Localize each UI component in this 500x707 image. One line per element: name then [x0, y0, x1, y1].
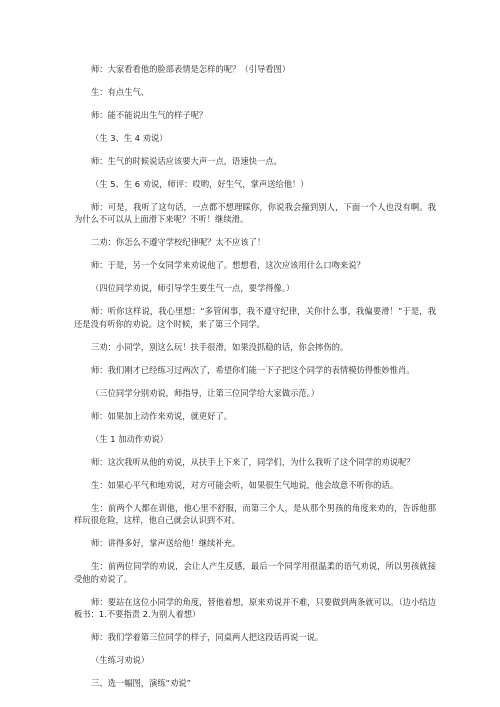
paragraph: （生 3、生 4 劝说） [91, 133, 168, 143]
paragraph: 师：要站在这位小同学的角度，替他着想，原来劝说并不难，只要做到两条就可以。（边小结边板书：1.不要指责 2.为别人着想） [74, 596, 436, 620]
paragraph: 师：可是，我听了这句话，一点都不想理睬你，你说我会撞到别人，下面一个人也没有啊。我为什么不可以从上面滑下来呢？不听！继续滑。 [74, 202, 436, 225]
paragraph: （四位同学劝说，师引导学生要生气一点，要学得像。） [91, 283, 295, 294]
paragraph: 生：前两个人都在训他，他心里不舒服，而第三个人，是从那个男孩的角度来劝的，告诉他那样玩很危险，这样，他自己就会认识到不对。 [74, 502, 436, 526]
paragraph: 师：能不能说出生气的样子呢？ [91, 110, 208, 120]
paragraph: 师：生气的时候说话应该要大声一点，语速快一点。 [91, 156, 282, 166]
paragraph: 师：大家看看他的脸部表情是怎样的呢？（引导看图） [91, 64, 291, 74]
paragraph: 二劝：你怎么不遵守学校纪律呢？太不应该了！ [91, 237, 266, 248]
section-heading: 三、选一幅图，演练“劝说” [91, 678, 191, 689]
paragraph: 师：于是，另一个女同学来劝说他了。想想看，这次应该用什么口吻来说？ [91, 260, 365, 271]
paragraph: 师：如果加上动作来劝说，就更好了。 [91, 410, 233, 421]
paragraph: 师：我们刚才已经练习过两次了，希望你们能一下子把这个同学的表情模仿得惟妙惟肖。 [91, 364, 415, 375]
paragraph: （三位同学分别劝说，师指导，让第三位同学给大家做示范。） [91, 387, 320, 398]
paragraph: 师：听你这样说，我心里想：“多管闲事，我不遵守纪律，关你什么事，我偏要滑！”于是，我还是没有听你的劝说。这个时候，来了第三个同学。 [74, 306, 436, 329]
paragraph: 生：前两位同学的劝说，会让人产生反感，最后一个同学用很温柔的语气劝说，所以男孩就接受他的劝说了。 [74, 561, 436, 584]
paragraph: 师：我们学着第三位同学的样子，同桌两人把这段话再说一说。 [91, 632, 324, 643]
paragraph: 生：有点生气、 [91, 87, 150, 97]
paragraph: （生 5、生 6 劝说，师评：哎哟，好生气，掌声送给他！） [91, 179, 309, 189]
document-body [74, 63, 436, 700]
paragraph: （生 1 加动作劝说） [91, 433, 168, 444]
paragraph: 师：讲得多好，掌声送给他！继续补充。 [91, 538, 241, 549]
paragraph: 师：这次我听从他的劝说，从扶手上下来了，同学们，为什么我听了这个同学的劝说呢？ [91, 456, 415, 467]
paragraph: 三劝：小同学，别这么玩！扶手很滑，如果没抓稳的话，你会摔伤的。 [91, 341, 349, 352]
paragraph: （生练习劝说） [91, 655, 150, 666]
paragraph: 生：如果心平气和地劝说，对方可能会听，如果很生气地说，他会故意不听你的话。 [91, 479, 398, 490]
